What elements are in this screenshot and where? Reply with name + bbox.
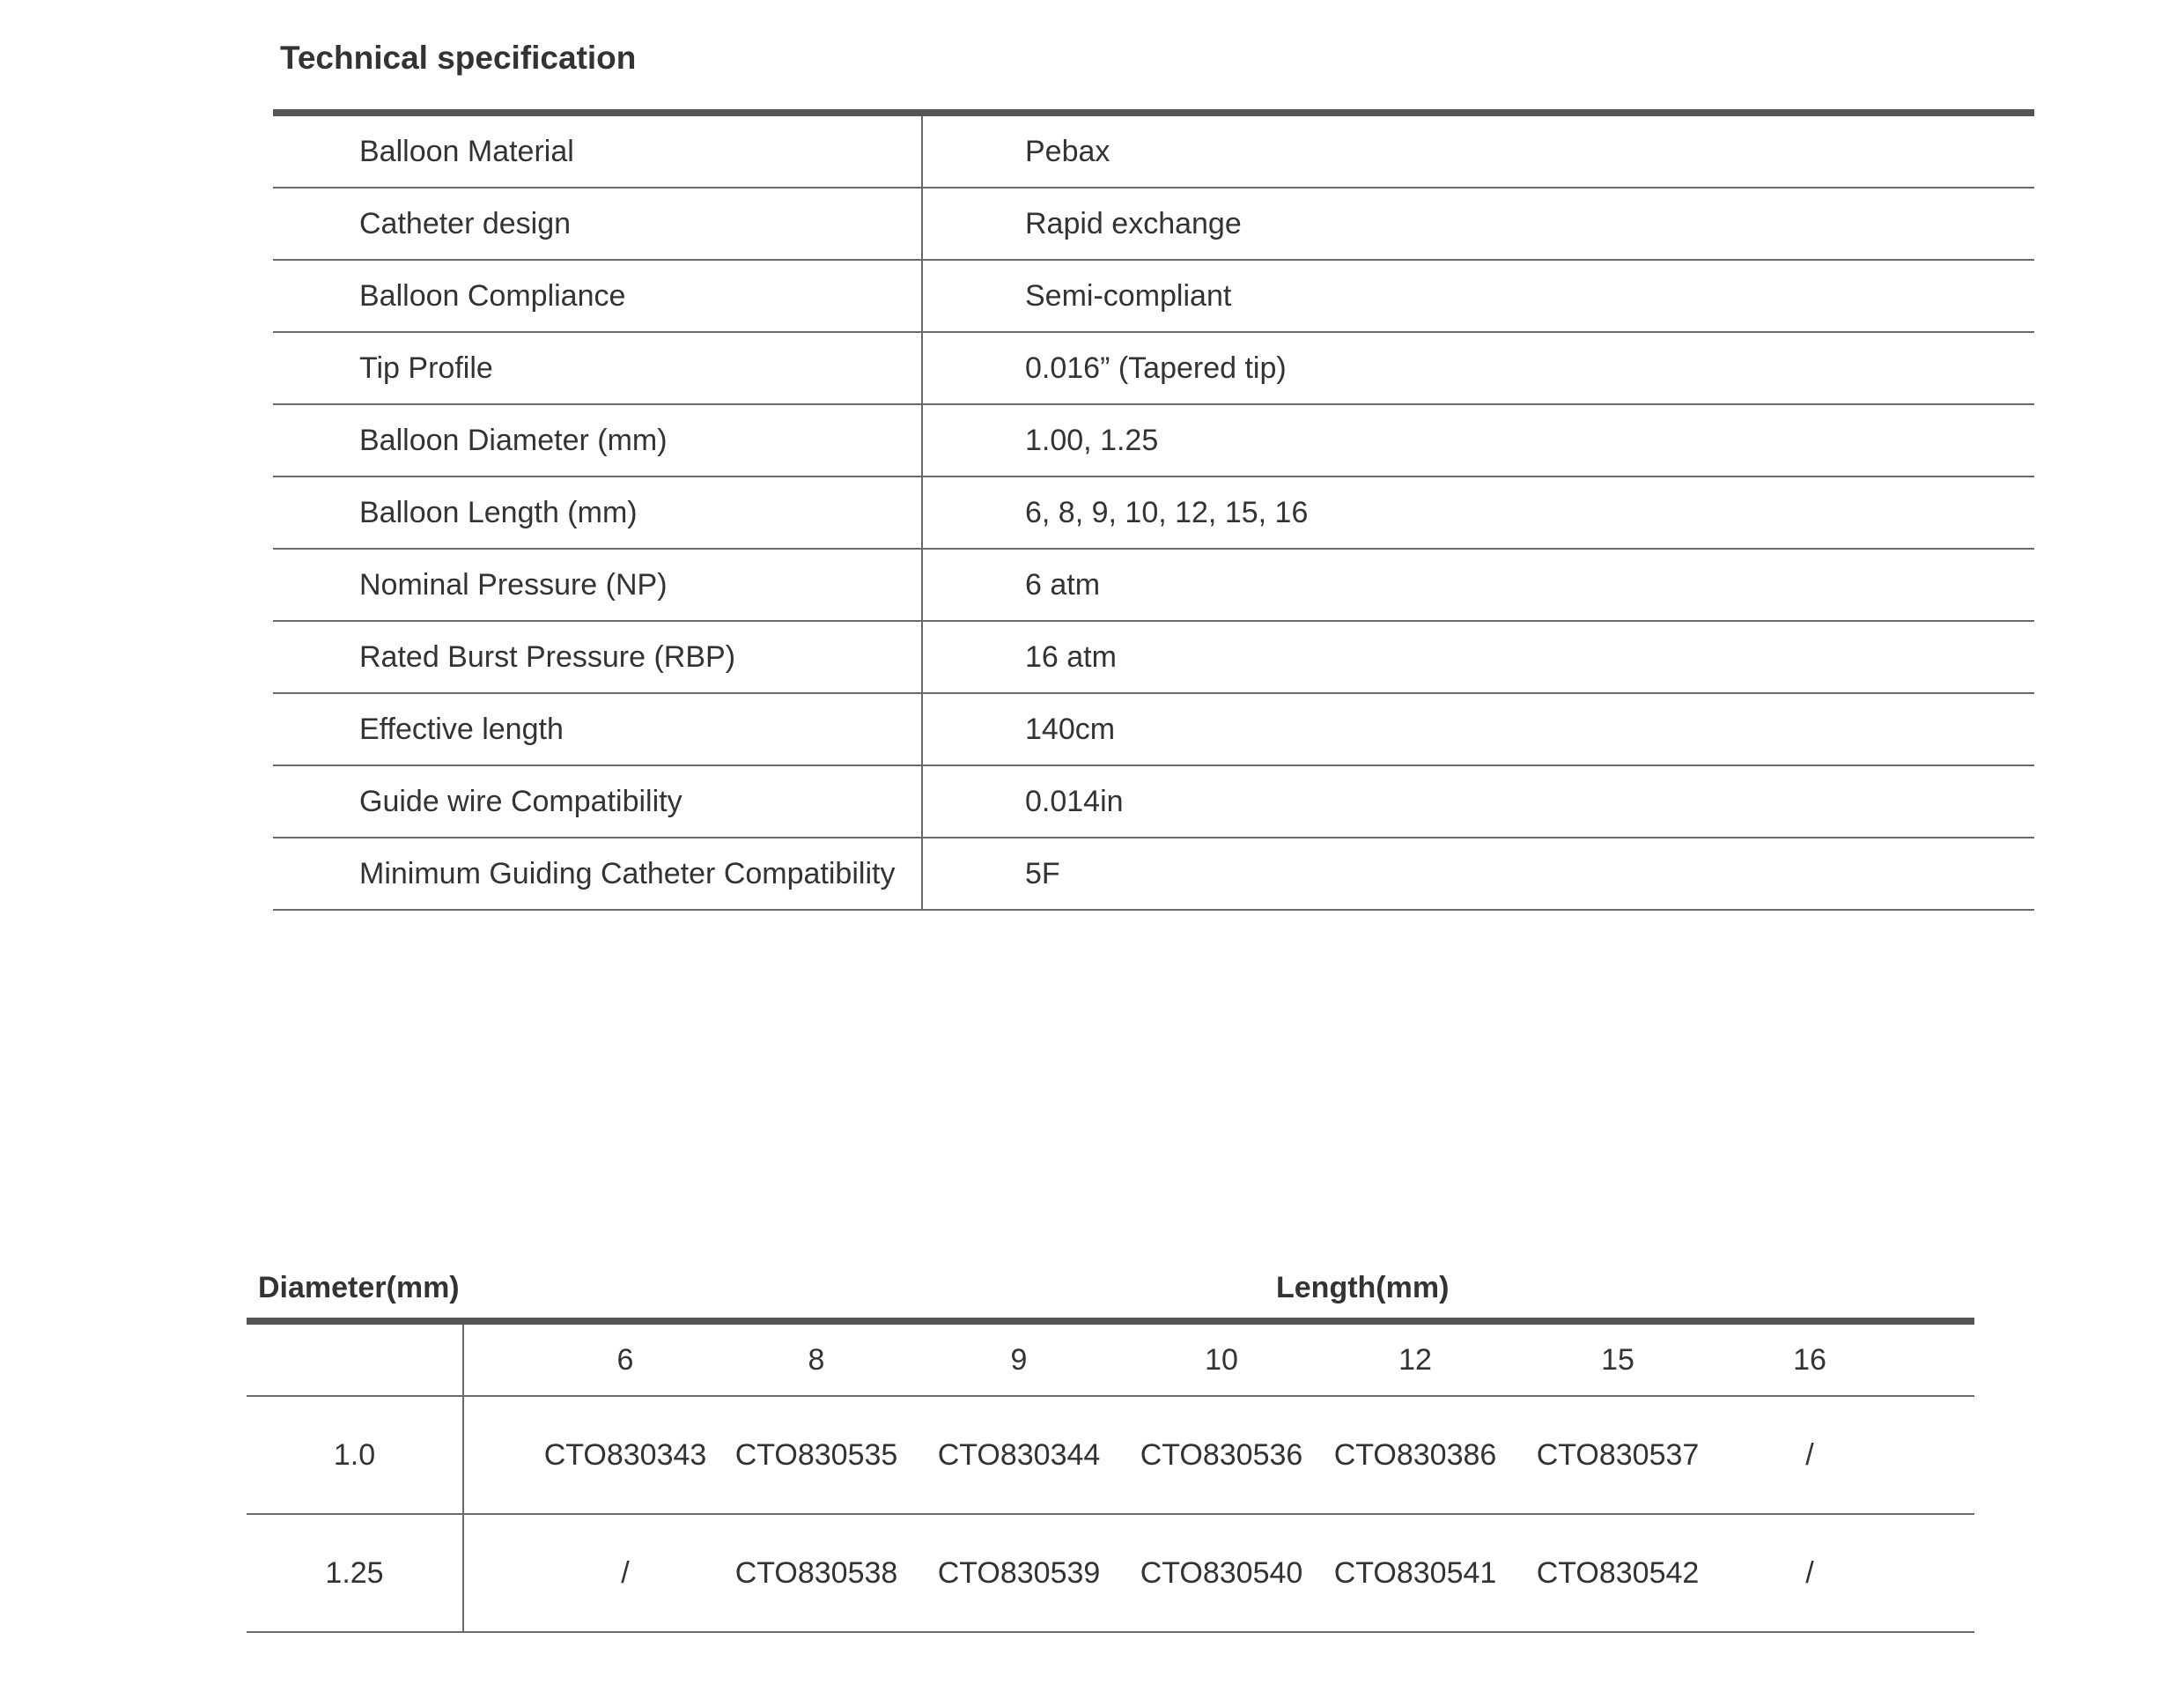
spec-row bbox=[273, 188, 2034, 261]
code-cells bbox=[464, 1397, 1974, 1513]
spec-value: 0.014in bbox=[1025, 785, 1124, 818]
table-row bbox=[247, 1515, 1974, 1633]
spec-row bbox=[273, 550, 2034, 622]
spec-value: 6 atm bbox=[1025, 568, 1101, 602]
spec-row bbox=[273, 405, 2034, 477]
spec-label: Guide wire Compatibility bbox=[273, 766, 923, 837]
spec-row bbox=[273, 838, 2034, 911]
spec-row bbox=[273, 694, 2034, 766]
spec-value: 140cm bbox=[1025, 713, 1116, 746]
product-code: CTO830542 bbox=[1536, 1555, 1700, 1590]
spec-row bbox=[273, 116, 2034, 188]
diameter-cell: 1.0 bbox=[247, 1397, 464, 1513]
diameter-cell: 1.25 bbox=[247, 1515, 464, 1631]
length-cell: 6 bbox=[616, 1342, 634, 1377]
product-code: / bbox=[1805, 1437, 1814, 1472]
product-code: CTO830539 bbox=[937, 1555, 1101, 1590]
spec-label: Effective length bbox=[273, 694, 923, 764]
spec-label: Balloon Material bbox=[273, 116, 923, 187]
spec-value: 1.00, 1.25 bbox=[1025, 424, 1159, 457]
code-cells bbox=[464, 1515, 1974, 1631]
empty-corner-cell bbox=[247, 1325, 464, 1395]
spec-value: 0.016” (Tapered tip) bbox=[1025, 351, 1287, 385]
length-cell: 10 bbox=[1205, 1342, 1238, 1377]
product-code: / bbox=[1805, 1555, 1814, 1590]
product-code: CTO830538 bbox=[734, 1555, 898, 1590]
spec-row bbox=[273, 622, 2034, 694]
product-code: / bbox=[621, 1555, 630, 1590]
length-cell: 9 bbox=[1010, 1342, 1028, 1377]
spec-row bbox=[273, 766, 2034, 838]
product-code: CTO830537 bbox=[1536, 1437, 1700, 1472]
length-cell: 16 bbox=[1793, 1342, 1826, 1377]
product-code: CTO830343 bbox=[543, 1437, 707, 1472]
spec-label: Tip Profile bbox=[273, 333, 923, 403]
spec-value: 16 atm bbox=[1025, 640, 1117, 674]
length-header: Length(mm) bbox=[1276, 1271, 1450, 1304]
spec-title: Technical specification bbox=[280, 40, 637, 76]
table-row bbox=[247, 1397, 1974, 1515]
length-values bbox=[464, 1325, 1974, 1395]
diameter-header: Diameter(mm) bbox=[258, 1271, 460, 1304]
spec-label: Balloon Length (mm) bbox=[273, 477, 923, 548]
ordering-table bbox=[247, 1318, 1974, 1633]
product-code: CTO830344 bbox=[937, 1437, 1101, 1472]
product-code: CTO830535 bbox=[734, 1437, 898, 1472]
spec-row bbox=[273, 333, 2034, 405]
spec-label: Catheter design bbox=[273, 188, 923, 259]
spec-value: 6, 8, 9, 10, 12, 15, 16 bbox=[1025, 496, 1309, 529]
length-header-row bbox=[247, 1325, 1974, 1397]
spec-table bbox=[273, 109, 2034, 911]
length-cell: 8 bbox=[808, 1342, 825, 1377]
length-cell: 15 bbox=[1601, 1342, 1634, 1377]
product-code: CTO830541 bbox=[1333, 1555, 1497, 1590]
spec-row bbox=[273, 477, 2034, 550]
spec-value: Pebax bbox=[1025, 135, 1110, 168]
product-code: CTO830536 bbox=[1140, 1437, 1303, 1472]
spec-value: Semi-compliant bbox=[1025, 279, 1232, 313]
spec-row bbox=[273, 261, 2034, 333]
spec-label: Rated Burst Pressure (RBP) bbox=[273, 622, 923, 692]
spec-value: 5F bbox=[1025, 857, 1060, 890]
spec-label: Minimum Guiding Catheter Compatibility bbox=[273, 838, 923, 909]
product-code: CTO830540 bbox=[1140, 1555, 1303, 1590]
spec-label: Balloon Diameter (mm) bbox=[273, 405, 923, 476]
spec-label: Nominal Pressure (NP) bbox=[273, 550, 923, 620]
spec-label: Balloon Compliance bbox=[273, 261, 923, 331]
product-code: CTO830386 bbox=[1333, 1437, 1497, 1472]
length-cell: 12 bbox=[1398, 1342, 1432, 1377]
spec-value: Rapid exchange bbox=[1025, 207, 1242, 240]
